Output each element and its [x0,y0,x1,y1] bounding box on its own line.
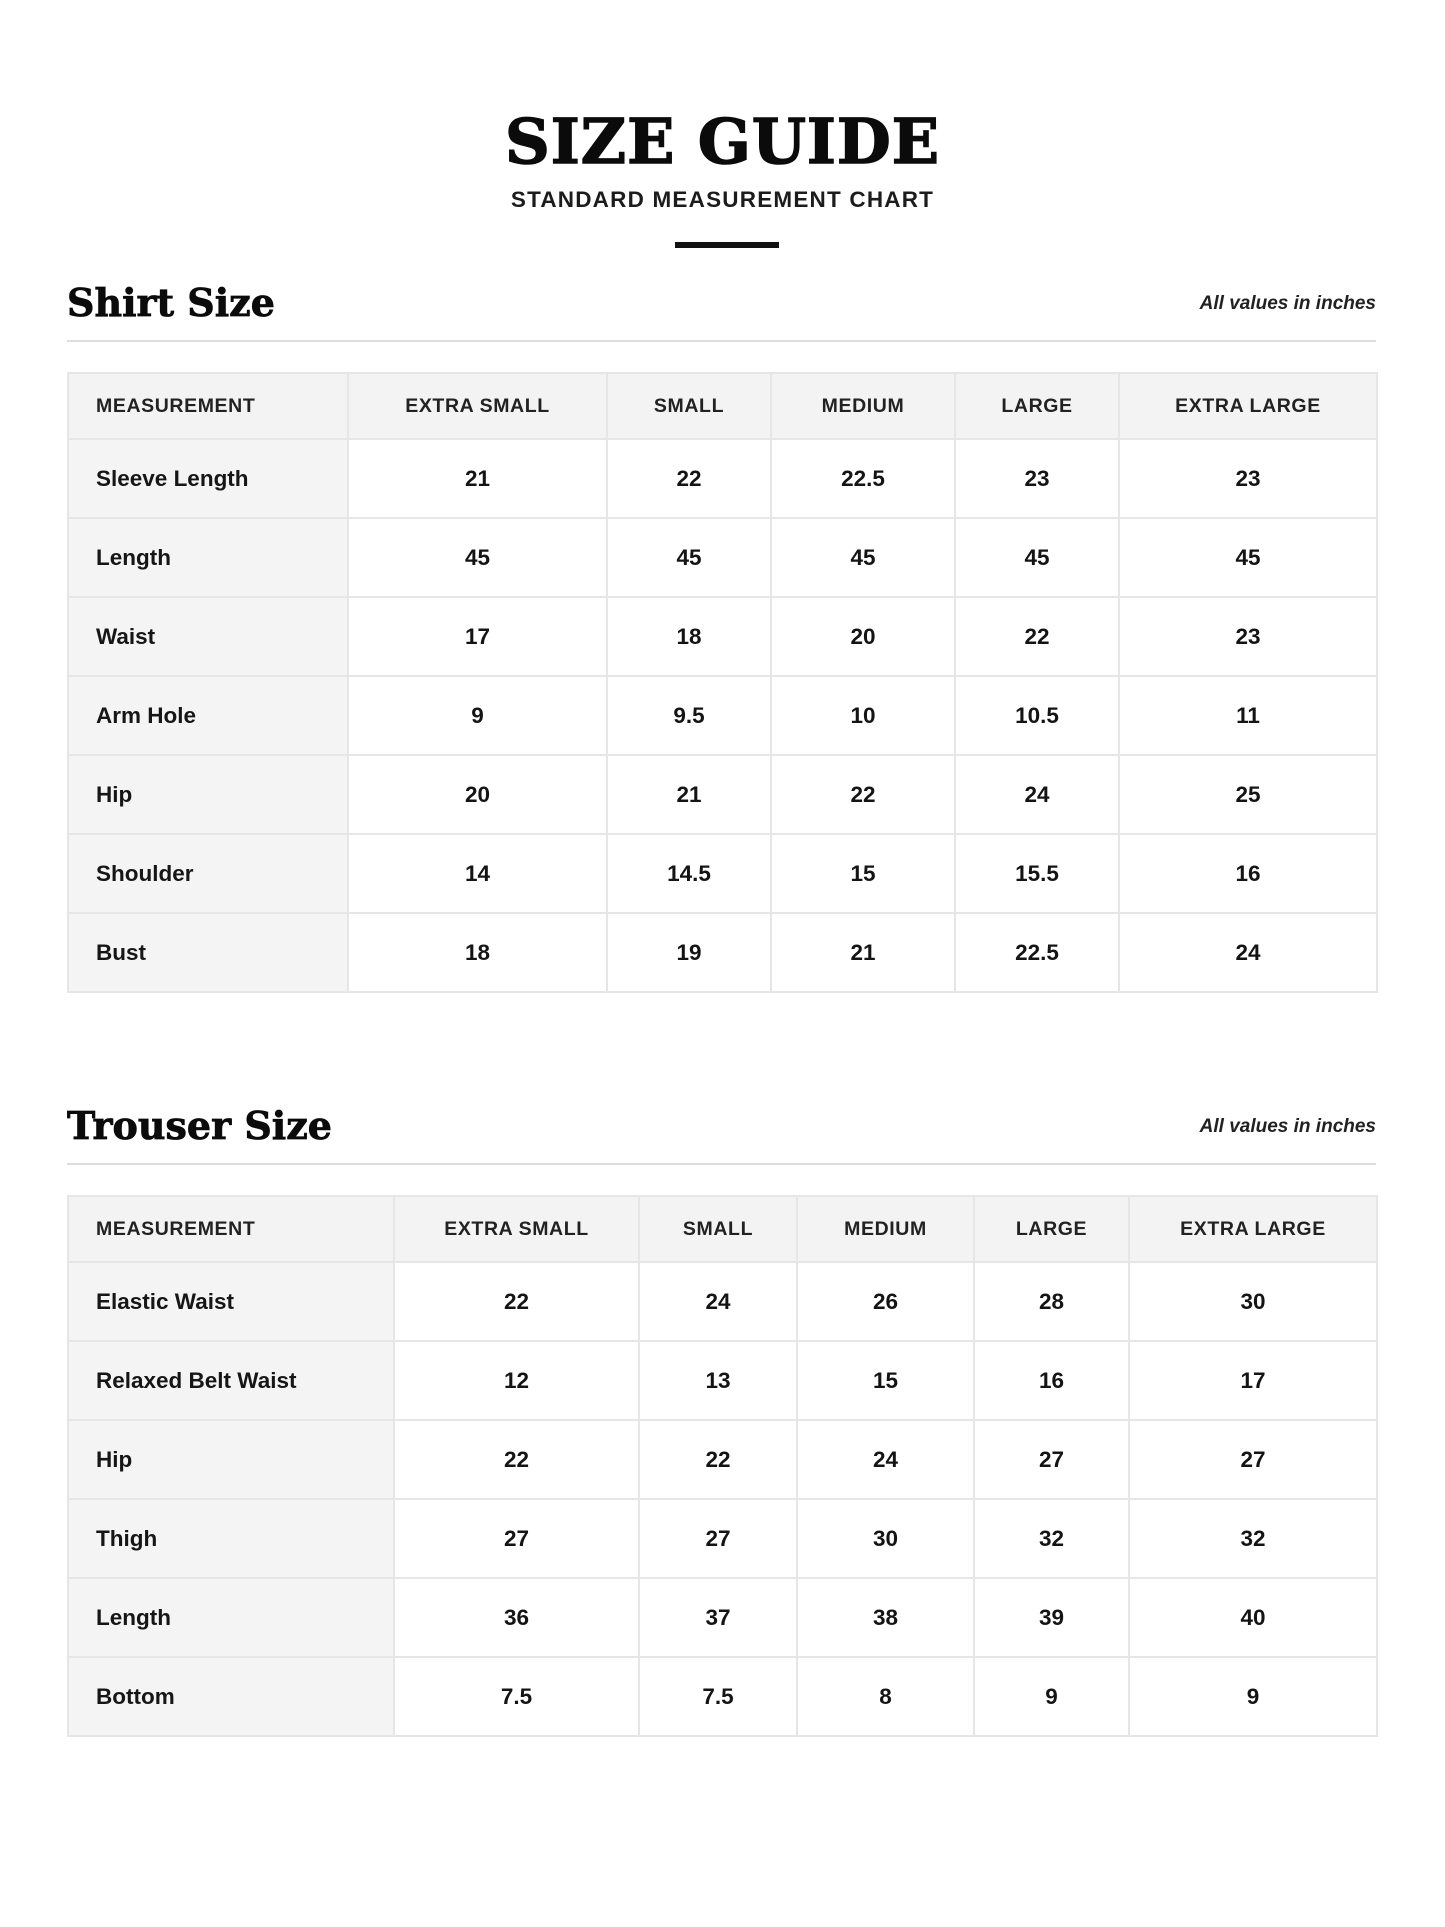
table-cell: 26 [797,1262,974,1341]
column-header-small: SMALL [639,1196,797,1262]
table-cell: 27 [1129,1420,1377,1499]
row-label: Hip [68,1420,394,1499]
table-cell: 27 [639,1499,797,1578]
column-header-medium: MEDIUM [797,1196,974,1262]
table-cell: 18 [607,597,771,676]
table-cell: 22.5 [955,913,1119,992]
row-label: Bust [68,913,348,992]
table-row [68,1657,1377,1736]
table-cell: 22 [394,1420,639,1499]
page-title: SIZE GUIDE [505,105,940,178]
table-cell: 22 [955,597,1119,676]
table-cell: 14.5 [607,834,771,913]
column-header-medium: MEDIUM [771,373,955,439]
table-row [68,597,1377,676]
table-cell: 9 [974,1657,1129,1736]
row-label: Length [68,518,348,597]
trouser-section-divider [67,1163,1376,1165]
table-cell: 27 [974,1420,1129,1499]
row-label: Thigh [68,1499,394,1578]
column-header-extra-small: EXTRA SMALL [394,1196,639,1262]
table-cell: 17 [1129,1341,1377,1420]
table-cell: 45 [1119,518,1377,597]
table-cell: 9 [1129,1657,1377,1736]
table-header-row [68,373,1377,439]
table-cell: 30 [797,1499,974,1578]
table-cell: 7.5 [394,1657,639,1736]
table-cell: 38 [797,1578,974,1657]
table-cell: 27 [394,1499,639,1578]
column-header-measurement: MEASUREMENT [68,1196,394,1262]
table-cell: 24 [1119,913,1377,992]
row-label: Relaxed Belt Waist [68,1341,394,1420]
column-header-large: LARGE [955,373,1119,439]
row-label: Length [68,1578,394,1657]
table-cell: 13 [639,1341,797,1420]
shirt-section-divider [67,340,1376,342]
column-header-extra-large: EXTRA LARGE [1129,1196,1377,1262]
table-cell: 22 [639,1420,797,1499]
table-cell: 45 [348,518,607,597]
table-row [68,1341,1377,1420]
table-row [68,1420,1377,1499]
table-cell: 9.5 [607,676,771,755]
table-cell: 14 [348,834,607,913]
table-cell: 18 [348,913,607,992]
table-cell: 22.5 [771,439,955,518]
table-cell: 45 [607,518,771,597]
table-cell: 32 [1129,1499,1377,1578]
row-label: Hip [68,755,348,834]
table-cell: 39 [974,1578,1129,1657]
table-cell: 23 [955,439,1119,518]
table-header-row [68,1196,1377,1262]
table-cell: 16 [974,1341,1129,1420]
table-cell: 23 [1119,597,1377,676]
table-cell: 37 [639,1578,797,1657]
table-cell: 28 [974,1262,1129,1341]
table-cell: 30 [1129,1262,1377,1341]
shirt-size-table [67,372,1378,993]
row-label: Elastic Waist [68,1262,394,1341]
column-header-large: LARGE [974,1196,1129,1262]
row-label: Arm Hole [68,676,348,755]
table-cell: 19 [607,913,771,992]
table-cell: 21 [771,913,955,992]
table-cell: 25 [1119,755,1377,834]
table-cell: 45 [955,518,1119,597]
table-cell: 21 [348,439,607,518]
row-label: Waist [68,597,348,676]
column-header-small: SMALL [607,373,771,439]
table-cell: 24 [797,1420,974,1499]
table-cell: 22 [607,439,771,518]
table-row [68,834,1377,913]
table-cell: 15.5 [955,834,1119,913]
table-cell: 22 [394,1262,639,1341]
table-cell: 22 [771,755,955,834]
trouser-size-table [67,1195,1378,1737]
table-cell: 45 [771,518,955,597]
table-cell: 11 [1119,676,1377,755]
table-row [68,913,1377,992]
shirt-units-note: All values in inches [1199,293,1376,314]
table-cell: 12 [394,1341,639,1420]
row-label: Sleeve Length [68,439,348,518]
row-label: Bottom [68,1657,394,1736]
table-row [68,676,1377,755]
table-cell: 9 [348,676,607,755]
table-row [68,1262,1377,1341]
row-label: Shoulder [68,834,348,913]
table-cell: 20 [771,597,955,676]
table-cell: 20 [348,755,607,834]
trouser-section-title: Trouser Size [67,1103,332,1148]
table-row [68,518,1377,597]
table-cell: 21 [607,755,771,834]
table-cell: 10 [771,676,955,755]
table-cell: 15 [797,1341,974,1420]
shirt-section-title: Shirt Size [67,280,275,325]
table-cell: 40 [1129,1578,1377,1657]
table-row [68,1578,1377,1657]
column-header-extra-small: EXTRA SMALL [348,373,607,439]
table-row [68,755,1377,834]
table-cell: 16 [1119,834,1377,913]
table-cell: 15 [771,834,955,913]
table-row [68,1499,1377,1578]
table-cell: 7.5 [639,1657,797,1736]
column-header-measurement: MEASUREMENT [68,373,348,439]
table-cell: 8 [797,1657,974,1736]
table-cell: 24 [955,755,1119,834]
table-row [68,439,1377,518]
trouser-units-note: All values in inches [1199,1116,1376,1137]
table-cell: 17 [348,597,607,676]
table-cell: 23 [1119,439,1377,518]
column-header-extra-large: EXTRA LARGE [1119,373,1377,439]
page-subtitle: STANDARD MEASUREMENT CHART [510,187,935,212]
table-cell: 24 [639,1262,797,1341]
title-divider [675,242,779,248]
table-cell: 36 [394,1578,639,1657]
table-cell: 32 [974,1499,1129,1578]
table-cell: 10.5 [955,676,1119,755]
